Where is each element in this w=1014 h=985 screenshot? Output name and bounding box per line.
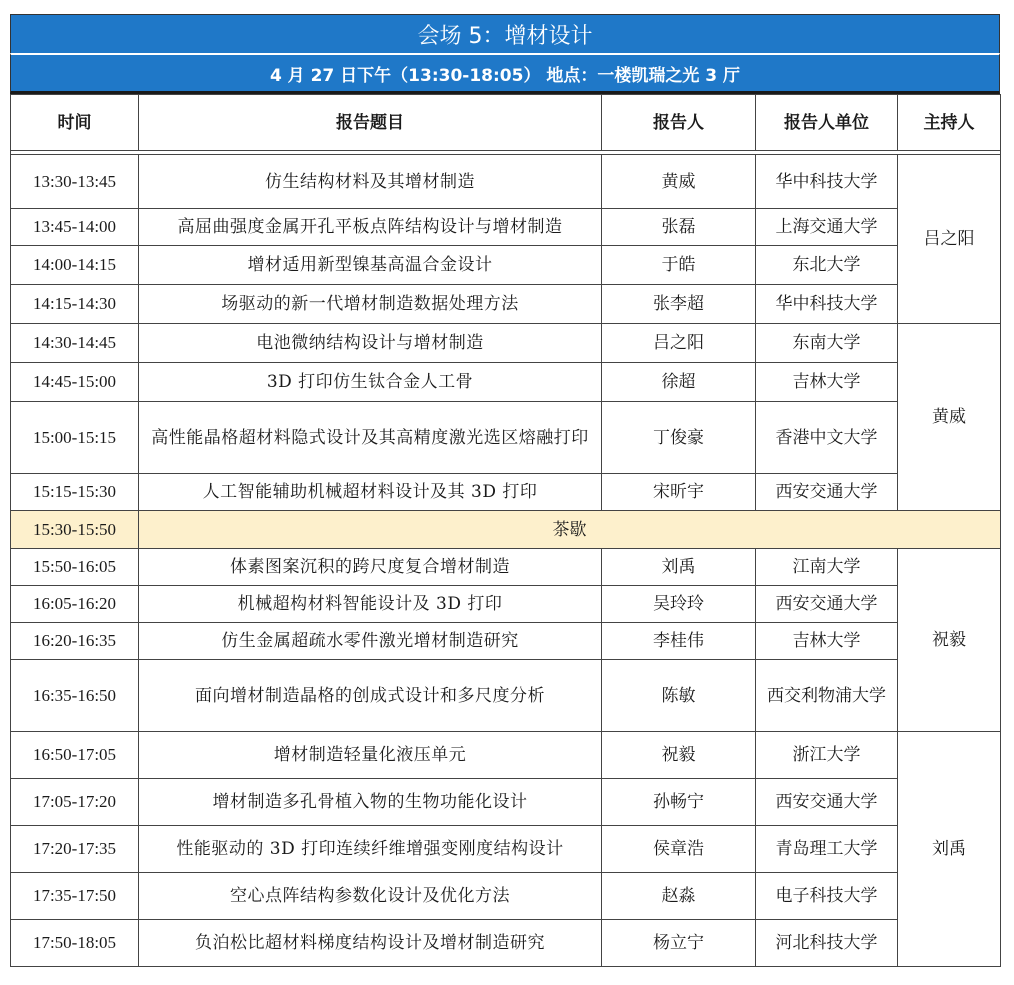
title-cell: 场驱动的新一代增材制造数据处理方法: [139, 285, 602, 324]
unit-cell: 华中科技大学: [756, 285, 898, 324]
table-row: [11, 285, 1001, 324]
unit-cell: 西安交通大学: [756, 586, 898, 623]
host-cell: 吕之阳: [898, 155, 1001, 324]
unit-cell: 青岛理工大学: [756, 826, 898, 873]
title-cell: 增材适用新型镍基高温合金设计: [139, 246, 602, 285]
schedule-table: [10, 94, 1001, 967]
title-cell: 仿生结构材料及其增材制造: [139, 155, 602, 209]
speaker-cell: 杨立宁: [602, 920, 756, 967]
table-header-row: [11, 95, 1001, 151]
unit-cell: 华中科技大学: [756, 155, 898, 209]
time-cell: 15:15-15:30: [11, 474, 139, 511]
table-row: [11, 623, 1001, 660]
unit-cell: 吉林大学: [756, 623, 898, 660]
table-row: [11, 732, 1001, 779]
speaker-cell: 宋昕宇: [602, 474, 756, 511]
unit-cell: 江南大学: [756, 549, 898, 586]
unit-cell: 浙江大学: [756, 732, 898, 779]
speaker-cell: 张李超: [602, 285, 756, 324]
title-cell: 空心点阵结构参数化设计及优化方法: [139, 873, 602, 920]
unit-cell: 电子科技大学: [756, 873, 898, 920]
time-cell: 17:35-17:50: [11, 873, 139, 920]
title-cell: 电池微纳结构设计与增材制造: [139, 324, 602, 363]
table-row: [11, 155, 1001, 209]
unit-cell: 西安交通大学: [756, 474, 898, 511]
table-row: [11, 549, 1001, 586]
time-cell: 17:05-17:20: [11, 779, 139, 826]
time-cell: 14:30-14:45: [11, 324, 139, 363]
speaker-cell: 孙畅宁: [602, 779, 756, 826]
unit-cell: 东南大学: [756, 324, 898, 363]
unit-cell: 西交利物浦大学: [756, 660, 898, 732]
host-cell: 祝毅: [898, 549, 1001, 732]
speaker-cell: 丁俊豪: [602, 402, 756, 474]
unit-cell: 香港中文大学: [756, 402, 898, 474]
speaker-cell: 于皓: [602, 246, 756, 285]
time-cell: 16:05-16:20: [11, 586, 139, 623]
title-cell: 机械超构材料智能设计及 3D 打印: [139, 586, 602, 623]
title-cell: 性能驱动的 3D 打印连续纤维增强变刚度结构设计: [139, 826, 602, 873]
table-row: [11, 660, 1001, 732]
col-header-title: 报告题目: [139, 95, 602, 151]
speaker-cell: 赵淼: [602, 873, 756, 920]
break-label: 茶歇: [139, 511, 1001, 549]
title-cell: 面向增材制造晶格的创成式设计和多尺度分析: [139, 660, 602, 732]
title-cell: 3D 打印仿生钛合金人工骨: [139, 363, 602, 402]
col-header-unit: 报告人单位: [756, 95, 898, 151]
speaker-cell: 祝毅: [602, 732, 756, 779]
table-row: [11, 873, 1001, 920]
title-cell: 体素图案沉积的跨尺度复合增材制造: [139, 549, 602, 586]
speaker-cell: 侯章浩: [602, 826, 756, 873]
table-row: [11, 779, 1001, 826]
table-row: [11, 826, 1001, 873]
col-header-speaker: 报告人: [602, 95, 756, 151]
speaker-cell: 张磊: [602, 209, 756, 246]
time-cell: 17:50-18:05: [11, 920, 139, 967]
time-cell: 15:50-16:05: [11, 549, 139, 586]
title-cell: 仿生金属超疏水零件激光增材制造研究: [139, 623, 602, 660]
time-cell: 16:20-16:35: [11, 623, 139, 660]
table-row: [11, 586, 1001, 623]
col-header-host: 主持人: [898, 95, 1001, 151]
time-cell: 16:35-16:50: [11, 660, 139, 732]
speaker-cell: 刘禹: [602, 549, 756, 586]
table-row: [11, 402, 1001, 474]
speaker-cell: 徐超: [602, 363, 756, 402]
time-cell: 14:15-14:30: [11, 285, 139, 324]
time-cell: 14:45-15:00: [11, 363, 139, 402]
time-cell: 14:00-14:15: [11, 246, 139, 285]
speaker-cell: 陈敏: [602, 660, 756, 732]
session-title: 会场 5：增材设计: [10, 14, 1000, 53]
unit-cell: 吉林大学: [756, 363, 898, 402]
title-cell: 高屈曲强度金属开孔平板点阵结构设计与增材制造: [139, 209, 602, 246]
table-row: [11, 324, 1001, 363]
table-row: [11, 920, 1001, 967]
break-row: [11, 511, 1001, 549]
speaker-cell: 李桂伟: [602, 623, 756, 660]
title-cell: 增材制造多孔骨植入物的生物功能化设计: [139, 779, 602, 826]
table-row: [11, 209, 1001, 246]
time-cell: 17:20-17:35: [11, 826, 139, 873]
speaker-cell: 吴玲玲: [602, 586, 756, 623]
time-cell: 13:45-14:00: [11, 209, 139, 246]
speaker-cell: 吕之阳: [602, 324, 756, 363]
session-subtitle: 4 月 27 日下午（13:30-18:05） 地点：一楼凯瑞之光 3 厅: [10, 53, 1000, 94]
time-cell: 15:00-15:15: [11, 402, 139, 474]
time-cell: 15:30-15:50: [11, 511, 139, 549]
title-cell: 负泊松比超材料梯度结构设计及增材制造研究: [139, 920, 602, 967]
table-row: [11, 474, 1001, 511]
schedule-panel: [10, 14, 1000, 967]
unit-cell: 西安交通大学: [756, 779, 898, 826]
time-cell: 16:50-17:05: [11, 732, 139, 779]
title-cell: 增材制造轻量化液压单元: [139, 732, 602, 779]
unit-cell: 东北大学: [756, 246, 898, 285]
col-header-time: 时间: [11, 95, 139, 151]
unit-cell: 上海交通大学: [756, 209, 898, 246]
title-cell: 高性能晶格超材料隐式设计及其高精度激光选区熔融打印: [139, 402, 602, 474]
unit-cell: 河北科技大学: [756, 920, 898, 967]
title-cell: 人工智能辅助机械超材料设计及其 3D 打印: [139, 474, 602, 511]
speaker-cell: 黄威: [602, 155, 756, 209]
table-row: [11, 363, 1001, 402]
host-cell: 黄威: [898, 324, 1001, 511]
table-row: [11, 246, 1001, 285]
time-cell: 13:30-13:45: [11, 155, 139, 209]
host-cell: 刘禹: [898, 732, 1001, 967]
